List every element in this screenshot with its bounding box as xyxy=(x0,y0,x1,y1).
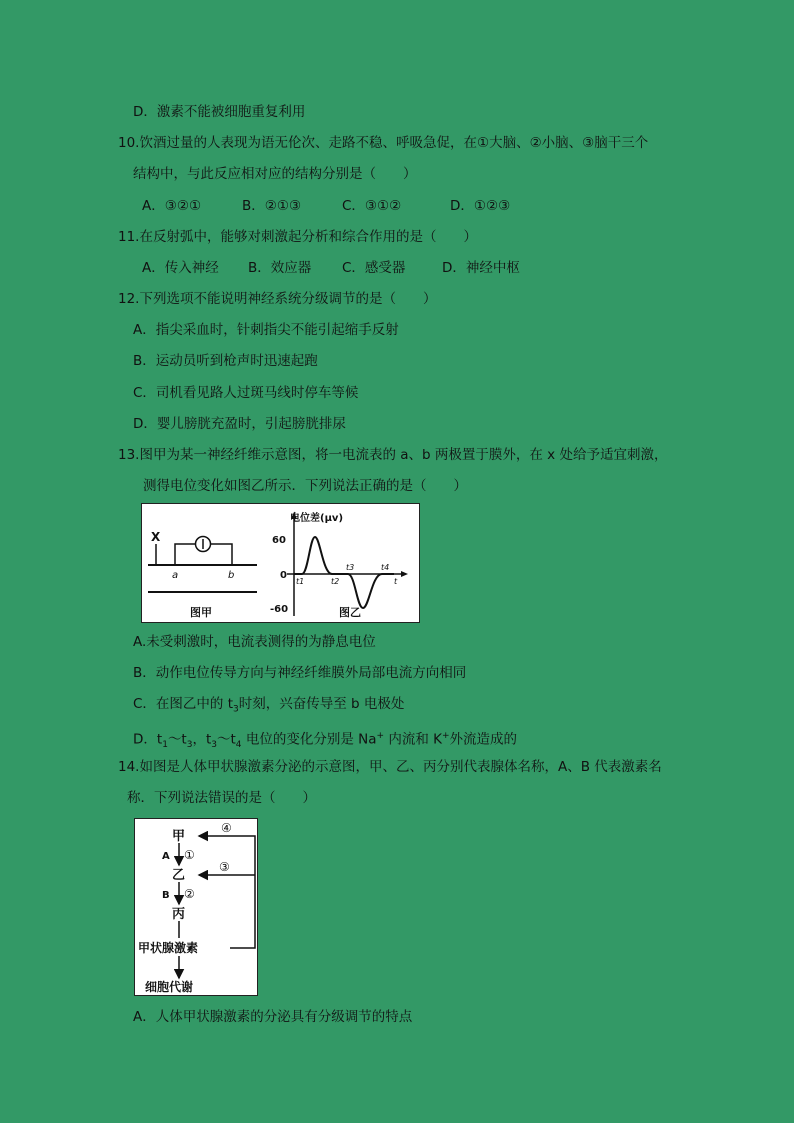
q13-stem-line1: 13.图甲为某一神经纤维示意图，将一电流表的 a、b 两极置于膜外，在 x 处给予适宜刺激， xyxy=(118,447,668,463)
x-axis-arrow-icon xyxy=(401,571,408,577)
q13c-sub: 3 xyxy=(233,704,239,715)
node-cell-metabolism: 细胞代谢 xyxy=(145,980,194,994)
q13d-s3: 3 xyxy=(211,740,217,751)
q10-options xyxy=(142,197,510,215)
q14-stem-line2: 称．下列说法错误的是（ ） xyxy=(127,790,316,806)
q13-option-d xyxy=(133,727,517,754)
q13d-t1: D．t xyxy=(133,731,163,748)
q11-option-a: A．传入神经 xyxy=(142,260,219,276)
label-b: B xyxy=(162,890,170,901)
q14-option-a: A．人体甲状腺激素的分泌具有分级调节的特点 xyxy=(133,1009,413,1025)
q13-figure-svg xyxy=(142,504,418,621)
q13c-text-2: 时刻，兴奋传导至 b 电极处 xyxy=(238,696,405,712)
q11-options xyxy=(142,259,520,277)
q14-figure xyxy=(134,818,258,996)
q10-stem-line1: 10.饮酒过量的人表现为语无伦次、走路不稳、呼吸急促，在①大脑、②小脑、③脑干三个 xyxy=(118,135,649,151)
q13d-t6: 内流和 K xyxy=(384,731,442,748)
t1-label: t1 xyxy=(296,577,305,586)
q9-option-d: D．激素不能被细胞重复利用 xyxy=(133,104,306,120)
q12-stem: 12.下列选项不能说明神经系统分级调节的是（ ） xyxy=(118,291,437,307)
q11-option-c: C．感受器 xyxy=(342,260,406,276)
q12-option-b: B．运动员听到枪声时迅速起跑 xyxy=(133,353,318,369)
x-label: X xyxy=(151,530,161,544)
q10-option-b: B．②①③ xyxy=(242,198,302,214)
t4-label: t4 xyxy=(381,563,390,572)
q13d-t3: ，t xyxy=(192,731,212,748)
q11-option-d: D．神经中枢 xyxy=(442,260,520,276)
q13d-s1: 1 xyxy=(162,740,168,751)
circled-1: ① xyxy=(184,848,195,862)
q13d-t2: ～t xyxy=(167,731,187,748)
q13-option-a: A.未受刺激时，电流表测得的为静息电位 xyxy=(133,634,376,650)
potential-curve xyxy=(294,537,394,608)
circled-4: ④ xyxy=(221,821,232,835)
q13-figure xyxy=(141,503,420,623)
y-axis-label: 电位差(μv) xyxy=(290,513,344,524)
q13d-t4: ～t xyxy=(217,731,236,748)
q10-stem-line2: 结构中，与此反应相对应的结构分别是（ ） xyxy=(133,166,417,182)
q11-stem: 11.在反射弧中，能够对刺激起分析和综合作用的是（ ） xyxy=(118,229,477,245)
q10-option-a: A．③②① xyxy=(142,198,202,214)
t-axis-label: t xyxy=(394,577,398,586)
electrode-a-label: a xyxy=(172,570,179,581)
q12-option-c: C．司机看见路人过斑马线时停车等候 xyxy=(133,385,359,401)
fig-jia-caption: 图甲 xyxy=(190,606,212,619)
q13d-sup2: + xyxy=(441,731,450,741)
q13d-t7: 外流造成的 xyxy=(449,731,518,748)
fig-yi-caption: 图乙 xyxy=(339,606,361,619)
q13-stem-line2: 测得电位变化如图乙所示．下列说法正确的是（ ） xyxy=(143,478,467,494)
q14-stem-line1: 14.如图是人体甲状腺激素分泌的示意图，甲、乙、丙分别代表腺体名称，A、B 代表激素名 xyxy=(118,759,662,775)
node-jia: 甲 xyxy=(172,829,186,844)
q12-option-a: A．指尖采血时，针刺指尖不能引起缩手反射 xyxy=(133,322,399,338)
fig-yi xyxy=(270,511,408,619)
node-thyroid-hormone: 甲状腺激素 xyxy=(138,941,199,955)
q13d-s4: 4 xyxy=(235,740,242,751)
electrode-b-label: b xyxy=(228,570,235,581)
t3-label: t3 xyxy=(346,563,355,572)
tick-60: 60 xyxy=(272,535,286,546)
t2-label: t2 xyxy=(331,577,340,586)
q13c-text-1: C．在图乙中的 t xyxy=(133,696,234,712)
q10-option-d: D．①②③ xyxy=(450,198,511,214)
q13d-sup1: + xyxy=(376,731,385,741)
q13-option-b: B．动作电位传导方向与神经纤维膜外局部电流方向相同 xyxy=(133,665,467,681)
label-a: A xyxy=(162,851,170,862)
tick-neg-60: -60 xyxy=(270,604,289,615)
feedback-to-jia xyxy=(199,836,255,948)
tick-0: 0 xyxy=(280,570,287,581)
circled-3: ③ xyxy=(219,860,230,874)
q12-option-d: D．婴儿膀胱充盈时，引起膀胱排尿 xyxy=(133,416,346,432)
node-yi: 乙 xyxy=(172,868,186,883)
q10-option-c: C．③①② xyxy=(342,198,402,214)
q14-figure-svg xyxy=(135,819,256,994)
q13-option-c xyxy=(133,695,404,719)
q13d-s2: 3 xyxy=(186,740,193,751)
fig-jia xyxy=(148,530,257,619)
q11-option-b: B．效应器 xyxy=(248,260,312,276)
q13d-t5: 电位的变化分别是 Na xyxy=(241,731,377,748)
node-bing: 丙 xyxy=(172,907,186,922)
circled-2: ② xyxy=(184,887,195,901)
